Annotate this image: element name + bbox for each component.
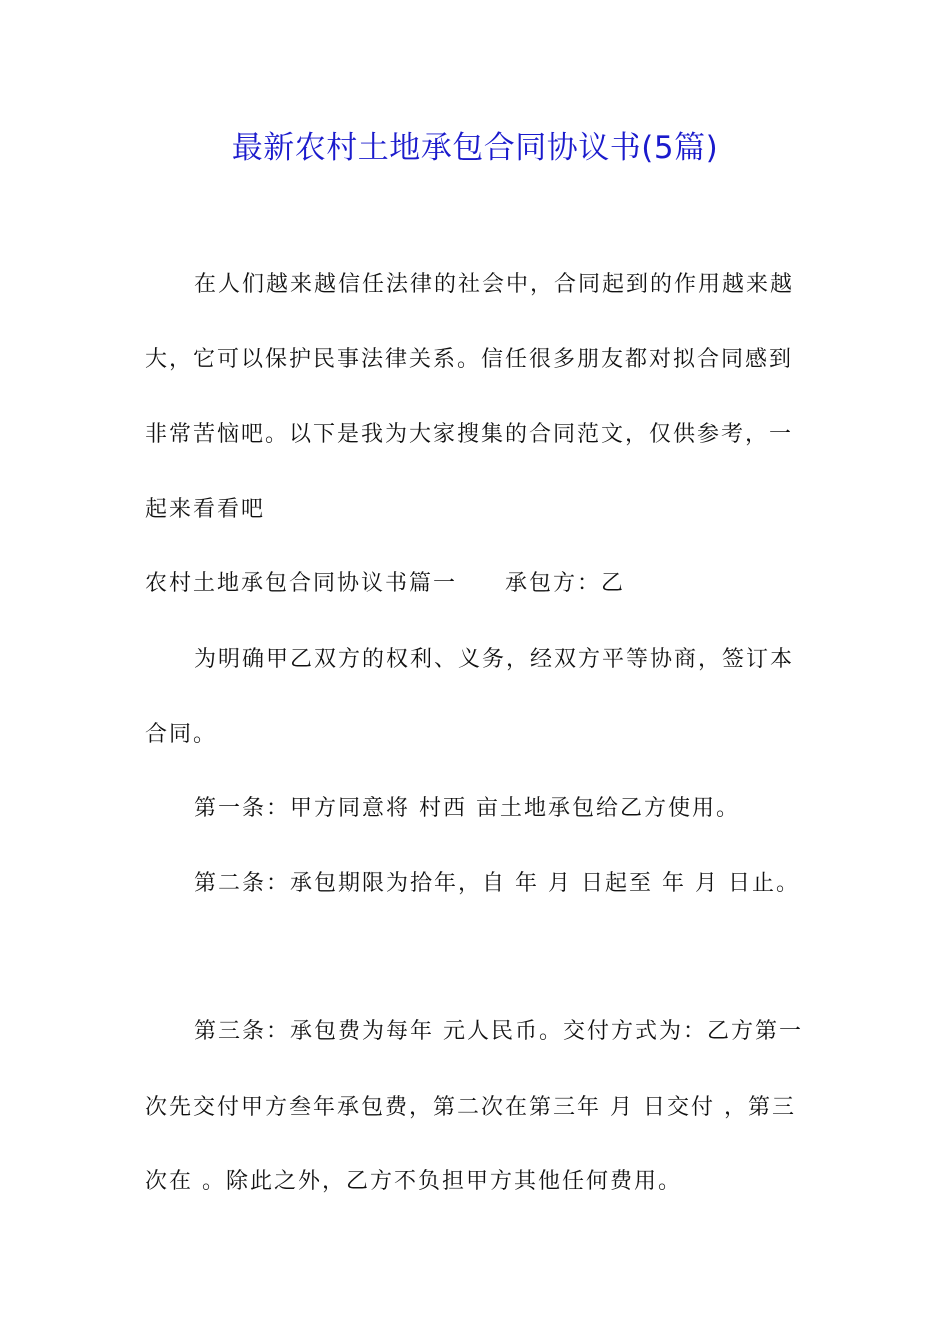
article-3-line-3: 次在 。除此之外，乙方不负担甲方其他任何费用。 (145, 1169, 682, 1194)
intro-line-2: 大，它可以保护民事法律关系。信任很多朋友都对拟合同感到 (145, 347, 794, 372)
article-1: 第一条：甲方同意将 村西 亩土地承包给乙方使用。 (194, 796, 740, 821)
purpose-line-1: 为明确甲乙双方的权利、义务，经双方平等协商，签订本 (194, 647, 795, 672)
article-3-line-1: 第三条：承包费为每年 元人民币。交付方式为：乙方第一 (194, 1019, 803, 1044)
intro-line-3: 非常苦恼吧。以下是我为大家搜集的合同范文，仅供参考，一 (145, 422, 794, 447)
section-heading: 农村土地承包合同协议书篇一 承包方：乙 (145, 571, 626, 596)
document-title: 最新农村土地承包合同协议书(5篇) (231, 130, 719, 166)
intro-line-1: 在人们越来越信任法律的社会中，合同起到的作用越来越 (194, 272, 795, 297)
article-3-line-2: 次先交付甲方叁年承包费，第二次在第三年 月 日交付 ，第三 (145, 1095, 796, 1120)
article-2: 第二条：承包期限为拾年，自 年 月 日起至 年 月 日止。 (194, 871, 800, 896)
purpose-line-2: 合同。 (145, 722, 218, 747)
intro-line-4: 起来看看吧 (145, 497, 266, 522)
